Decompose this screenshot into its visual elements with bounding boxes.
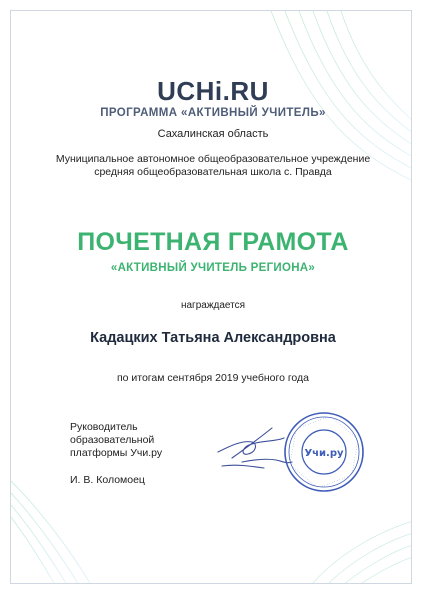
region: Сахалинская область — [157, 128, 269, 140]
program-name: ПРОГРАММА «АКТИВНЫЙ УЧИТЕЛЬ» — [100, 107, 326, 119]
uchi-ru-logo: UCHi.RU — [157, 76, 269, 106]
svg-text:· · · · · · · · · · ·: · · · · · · · · · · · — [299, 415, 328, 430]
school-name — [40, 153, 386, 179]
recipient-name: Кадацких Татьяна Александровна — [90, 330, 336, 346]
svg-text:· · · · · · · · · · ·: · · · · · · · · · · · — [350, 443, 360, 472]
signer-line-2: образовательной — [70, 434, 155, 446]
signer-line-3: платформы Учи.ру — [70, 447, 163, 459]
svg-text:· · · · · · · · · · ·: · · · · · · · · · · · — [288, 432, 298, 461]
school-line-2: средняя общеобразовательная школа с. Правда — [94, 166, 332, 178]
awarded-label: награждается — [180, 300, 246, 311]
certificate-subtitle: «АКТИВНЫЙ УЧИТЕЛЬ РЕГИОНА» — [110, 262, 316, 274]
stamp-icon — [282, 410, 366, 494]
signer-title — [70, 421, 210, 460]
certificate-title: ПОЧЕТНАЯ ГРАМОТА — [77, 228, 349, 256]
signer-name: И. В. Коломоец — [70, 474, 145, 486]
svg-text:· · · · · · · · · · ·: · · · · · · · · · · · — [291, 465, 317, 488]
svg-text:· · · · · · · · · · ·: · · · · · · · · · · · — [320, 474, 349, 489]
signer-line-1: Руководитель — [70, 421, 138, 433]
stamp-center-text: Учи.ру — [304, 448, 344, 459]
award-period: по итогам сентября 2019 учебного года — [116, 372, 310, 384]
svg-text:· · · · · · · · · · ·: · · · · · · · · · · · — [331, 416, 357, 439]
school-line-1: Муниципальное автономное общеобразовательное учреждение — [55, 153, 371, 165]
